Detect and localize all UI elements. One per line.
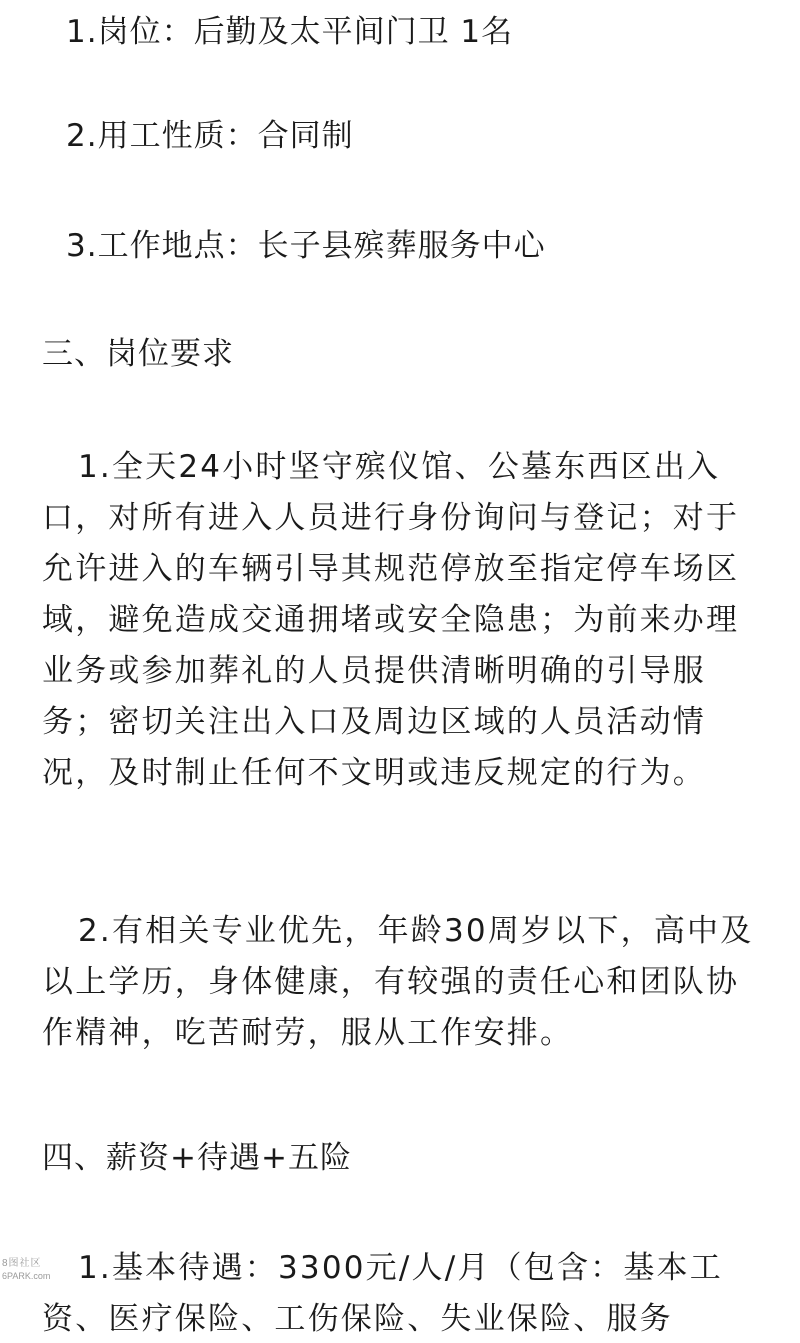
- watermark-cn: 8图社区: [2, 1258, 42, 1269]
- section-heading-requirements: 三、岗位要求: [42, 336, 234, 372]
- section-heading-salary: 四、薪资+待遇+五险: [42, 1140, 352, 1176]
- work-location-line: 3.工作地点：长子县殡葬服务中心: [66, 228, 546, 264]
- post-line: 1.岗位：后勤及太平间门卫 1名: [66, 14, 514, 50]
- site-watermark: [2, 1258, 50, 1282]
- watermark-en: 6PARK.com: [2, 1271, 51, 1281]
- duty-paragraph: 1.全天24小时坚守殡仪馆、公墓东西区出入口，对所有进入人员进行身份询问与登记；对于允许进入的车辆引导其规范停放至指定停车场区域，避免造成交通拥堵或安全隐患；为前来办理业务或参加葬礼的人员提供清晰明确的引导服务；密切关注出入口及周边区域的人员活动情况，及时制止任何不文明或违反规定的行为。: [42, 449, 740, 791]
- salary-paragraph: 1.基本待遇：3300元/人/月（包含：基本工资、医疗保险、工伤保险、失业保险、服务: [42, 1250, 723, 1337]
- employment-type-line: 2.用工性质：合同制: [66, 118, 354, 154]
- qualification-paragraph: 2.有相关专业优先，年龄30周岁以下，高中及以上学历，身体健康，有较强的责任心和团队协作精神，吃苦耐劳，服从工作安排。: [42, 913, 754, 1051]
